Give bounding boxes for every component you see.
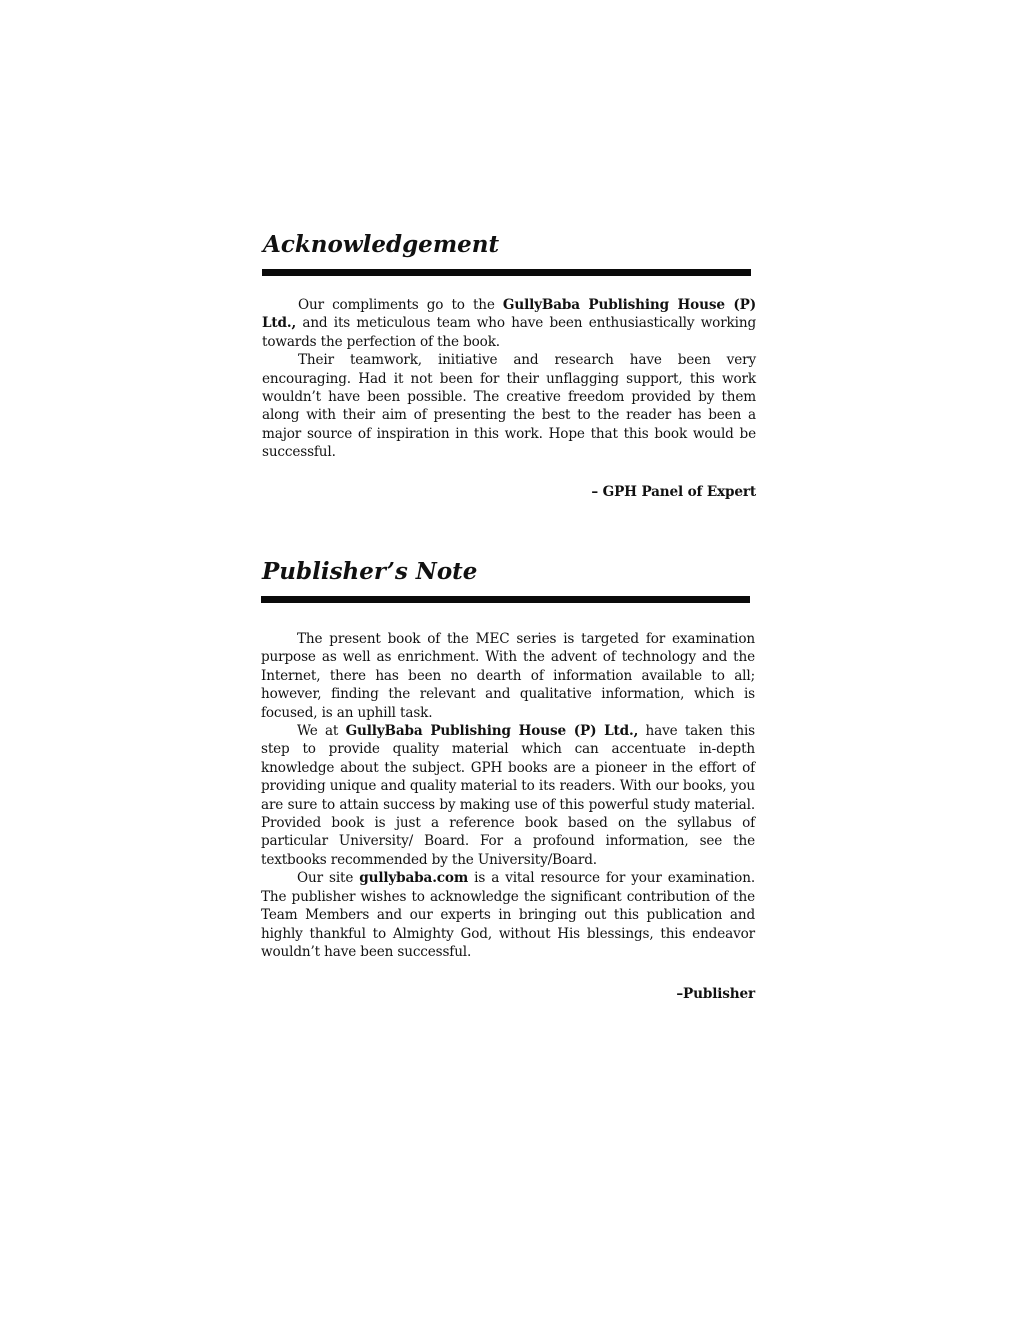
text-run: Our site (297, 870, 360, 887)
text-run: Our compliments go to the (298, 297, 503, 313)
heading-rule (262, 269, 751, 276)
paragraph (261, 722, 755, 869)
paragraph (262, 296, 756, 351)
text-run: have taken this step to provide quality material which can accentuate in-depth knowledge about the subject. GPH books are a pioneer in the effort of providing unique and quality material to its readers. With our books, you are sure to attain success by making use of this powerful study material. Provided book is just a reference book based on the syllabus of particular University/ Board. For a profound information, see the textbooks recommended by the University/Board. (261, 723, 755, 868)
website-name: gullybaba.com (359, 870, 469, 887)
publishers-note-signature: –Publisher (676, 986, 755, 1003)
acknowledgement-heading: Acknowledgement (263, 231, 500, 258)
text-run: We at (297, 723, 346, 740)
publishers-note-section (261, 557, 755, 1003)
publishers-note-body (261, 630, 755, 961)
acknowledgement-body (262, 296, 756, 462)
text-run: and its meticulous team who have been enthusiastically working towards the perfection of the book. (262, 315, 756, 350)
acknowledgement-signature: – GPH Panel of Expert (591, 483, 756, 500)
text-run: is a vital resource for your examination. The publisher wishes to acknowledge the significant contribution of the Team Members and our experts in bringing out this publication and highly thankful to Almighty God, without His blessings, this endeavor wouldn’t have been successful. (261, 870, 755, 960)
heading-rule (261, 596, 750, 603)
paragraph: The present book of the MEC series is targeted for examination purpose as well as enrichment. With the advent of technology and the Internet, there has been no dearth of information available to all; however, finding the relevant and qualitative information, which is focused, is an uphill task. (261, 631, 755, 721)
publisher-name: GullyBaba Publishing House (P) Ltd., (262, 297, 756, 332)
acknowledgement-section (262, 230, 756, 501)
publisher-name: GullyBaba Publishing House (P) Ltd., (345, 723, 639, 740)
publishers-note-heading: Publisher’s Note (262, 558, 478, 585)
paragraph: Their teamwork, initiative and research have been very encouraging. Had it not been for their unflagging support, this work wouldn’t have been possible. The creative freedom provided by them along with their aim of presenting the best to the reader has been a major source of inspiration in this work. Hope that this book would be successful. (262, 352, 756, 461)
paragraph (261, 869, 755, 961)
